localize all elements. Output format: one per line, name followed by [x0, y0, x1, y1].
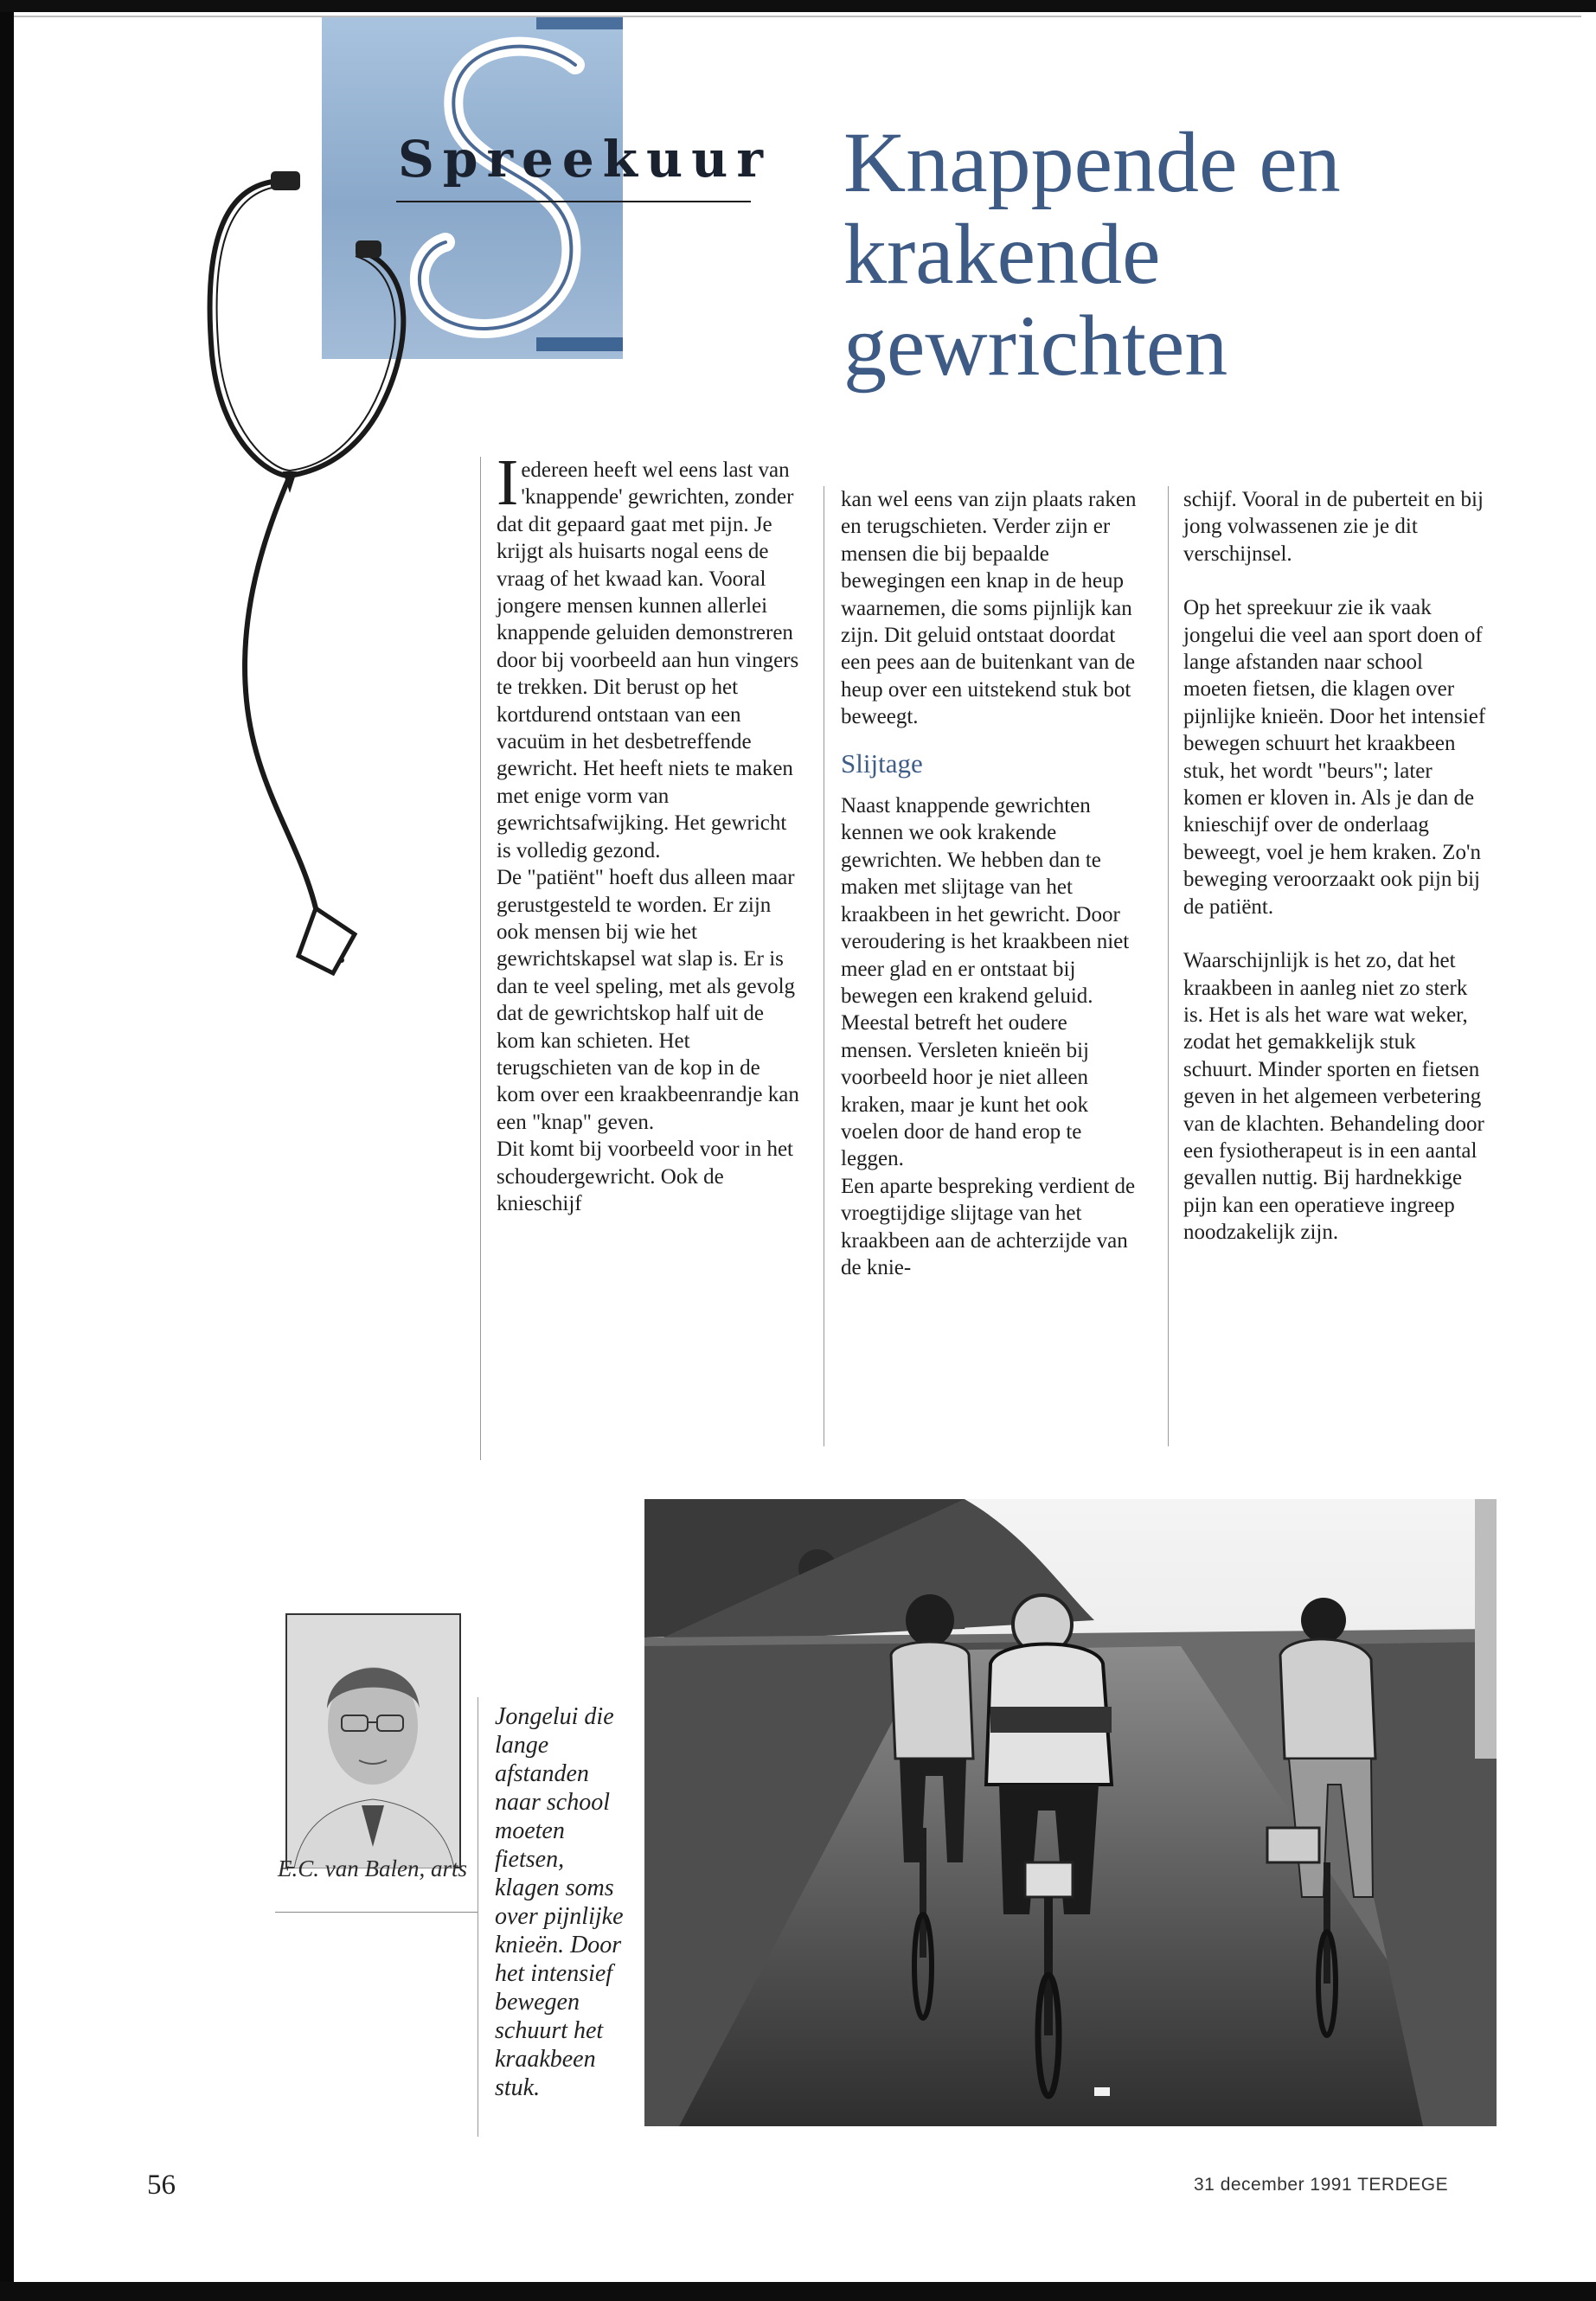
issue-footer: 31 december 1991 TERDEGE: [1194, 2175, 1449, 2195]
paragraph: De "patiënt" hoeft dus alleen maar gerustgesteld te worden. Er zijn ook mensen bij wie het gewrichtskapsel wat slap is. Er is dan te veel speling, met als gevolg dat de gewrichtskop half uit de kom kan schieten. Het terugschieten van de kop in de kom over een kraakbeenrandje kan een "knap" geven.: [497, 866, 799, 1134]
author-rule: [275, 1912, 478, 1913]
scan-edge-bottom: [0, 2282, 1596, 2301]
article-headline: Knappende en krakende gewrichten: [843, 114, 1341, 394]
article-column-1: [497, 446, 799, 1217]
paragraph: kan wel eens van zijn plaats raken en terugschieten. Verder zijn er mensen die bij bepaalde bewegingen een knap in de heup waarnemen, die soms pijnlijk kan zijn. Dit geluid ontstaat doordat een pees aan de buitenkant van de heup over een uitstekend stuk bot beweegt.: [841, 488, 1137, 729]
paragraph: Naast knappende gewrichten kennen we ook krakende gewrichten. We hebben dan te maken met slijtage van het kraakbeen in het gewricht. Door veroudering is het kraakbeen niet meer glad en er ontstaat bij bewegen een krakend geluid. Meestal betreft het oudere mensen. Versleten knieën bij voorbeeld hoor je niet alleen kraken, maar je kunt het ook voelen door de hand erop te leggen.: [841, 794, 1130, 1171]
paragraph: schijf. Vooral in de puberteit en bij jong volwassenen zie je dit verschijnsel.: [1183, 488, 1484, 566]
article-column-3: [1183, 486, 1488, 1247]
paragraph: Waarschijnlijk is het zo, dat het kraakbeen in aanleg niet zo sterk is. Het is als het ware wat weker, zodat het gemakkelijk stuk schuurt. Minder sporten en fietsen geven in het algemeen verbetering van de klachten. Behandeling door een fysiotherapeut is in een aantal gevallen nuttig. Bij hardnekkige pijn kan een operatieve ingreep noodzakelijk zijn.: [1183, 949, 1484, 1245]
section-logo-spreekuur: Spreekuur: [398, 130, 772, 189]
top-rule: [14, 16, 1581, 17]
column-rule-1: [480, 457, 481, 1460]
paragraph: Op het spreekuur zie ik vaak jongelui die veel aan sport doen of lange afstanden naar school moeten fietsen, die klagen over pijnlijke knieën. Door het intensief bewegen schuurt het kraakbeen stuk, het wordt "beurs"; later komen er kloven in. Als je dan de knieschijf over de onderlaag beweegt, voel je hem kraken. Zo'n beweging veroorzaakt ook pijn bij de patiënt.: [1183, 596, 1486, 919]
subheading-slijtage: Slijtage: [841, 747, 923, 779]
drop-cap: I: [497, 446, 519, 519]
author-credit: E.C. van Balen, arts: [278, 1856, 467, 1881]
stethoscope-icon: [186, 130, 428, 1012]
author-portrait: [285, 1613, 461, 1868]
article-column-2: [841, 486, 1144, 1281]
scan-edge-left: [0, 0, 14, 2301]
logo-accent-top: [536, 17, 623, 29]
scan-edge-top: [0, 0, 1596, 12]
column-rule-3: [1168, 486, 1169, 1446]
photo-caption: Jongelui die lange afstanden naar school moeten fietsen, klagen soms over pijnlijke knieën. Door het intensief bewegen schuurt het kraakbeen stuk.: [495, 1703, 624, 2101]
paragraph: Dit komt bij voorbeeld voor in het schoudergewricht. Ook de knieschijf: [497, 1138, 794, 1215]
page-number: 56: [147, 2170, 176, 2201]
paragraph: Een aparte bespreking verdient de vroegtijdige slijtage van het kraakbeen aan de achterzijde van de knie-: [841, 1174, 1136, 1279]
paragraph-intro: Iedereen heeft wel eens last van 'knappende' gewrichten, zonder dat dit gepaard gaat met pijn. Je krijgt als huisarts nogal eens de vraag of het kwaad kan. Vooral jongere mensen kunnen allerlei knappende geluiden demonstreren door bij voorbeeld aan hun vingers te trekken. Dit berust op het kortdurend ontstaan van een vacuüm in het desbetreffende gewricht. Het heeft niets te maken met enige vorm van gewrichtsafwijking. Het gewricht is volledig gezond.: [497, 446, 799, 862]
cyclists-photo: [644, 1499, 1497, 2126]
logo-underline: [396, 201, 751, 202]
